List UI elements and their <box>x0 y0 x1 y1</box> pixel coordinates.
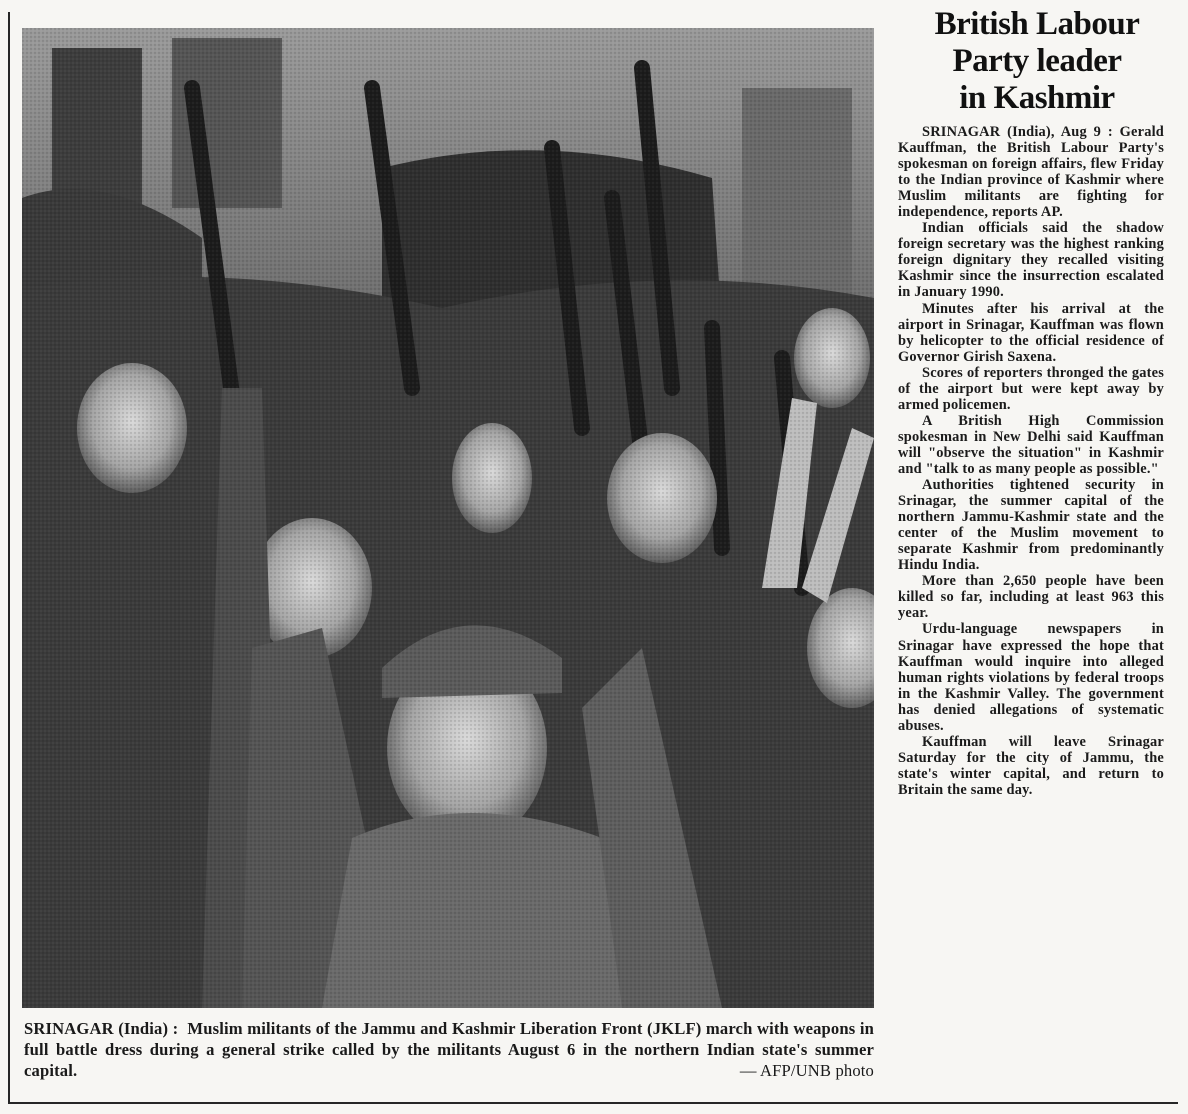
article-paragraph: Authorities tightened security in Srinagar, the summer capital of the northern Jammu-Kashmir state and the center of the Muslim movement to separate Kashmir from predominantly Hindu India. <box>898 477 1164 574</box>
news-photo <box>22 28 874 1008</box>
caption-dateline: SRINAGAR (India) : <box>24 1019 179 1038</box>
photo-caption <box>24 1018 874 1081</box>
left-border-rule <box>8 12 10 1102</box>
article-paragraph: Kauffman will leave Srinagar Saturday for the city of Jammu, the state's winter capital, and return to Britain the same day. <box>898 733 1164 798</box>
bottom-border-rule <box>8 1102 1178 1104</box>
photo-illustration <box>22 28 874 1008</box>
headline-line: British Labour <box>934 6 1140 42</box>
caption-text: Muslim militants of the Jammu and Kashmir Liberation Front (JKLF) march with weapons in full battle dress during a general strike called by the militants August 6 in the northern Indian state's summer capital. <box>24 1019 874 1080</box>
article-headline <box>894 6 1180 117</box>
article-paragraph: Minutes after his arrival at the airport in Srinagar, Kauffman was flown by helicopter to the official residence of Governor Girish Saxena. <box>898 300 1164 365</box>
article-paragraph: Indian officials said the shadow foreign secretary was the highest ranking foreign dignitary they recalled visiting Kashmir since the insurrection escalated in January 1990. <box>898 220 1164 301</box>
article-paragraph: More than 2,650 people have been killed so far, including at least 963 this year. <box>898 573 1164 622</box>
article-paragraph: Scores of reporters thronged the gates of the airport but were kept away by armed policemen. <box>898 364 1164 413</box>
article-paragraph: A British High Commission spokesman in New Delhi said Kauffman will "observe the situation" in Kashmir and "talk to as many people as possible." <box>898 412 1164 477</box>
article-body <box>898 124 1164 798</box>
headline-line: in Kashmir <box>959 80 1115 116</box>
photo-credit: — AFP/UNB photo <box>739 1061 874 1080</box>
article-paragraph: Urdu-language newspapers in Srinagar have expressed the hope that Kauffman would inquire into alleged human rights violations by federal troops in the Kashmir Valley. The government has denied allegations of systematic abuses. <box>898 621 1164 734</box>
headline-line: Party leader <box>952 43 1122 79</box>
article-paragraph: SRINAGAR (India), Aug 9 : Gerald Kauffman, the British Labour Party's spokesman on foreign affairs, flew Friday to the Indian province of Kashmir where Muslim militants are fighting for independence, reports AP. <box>898 124 1164 221</box>
